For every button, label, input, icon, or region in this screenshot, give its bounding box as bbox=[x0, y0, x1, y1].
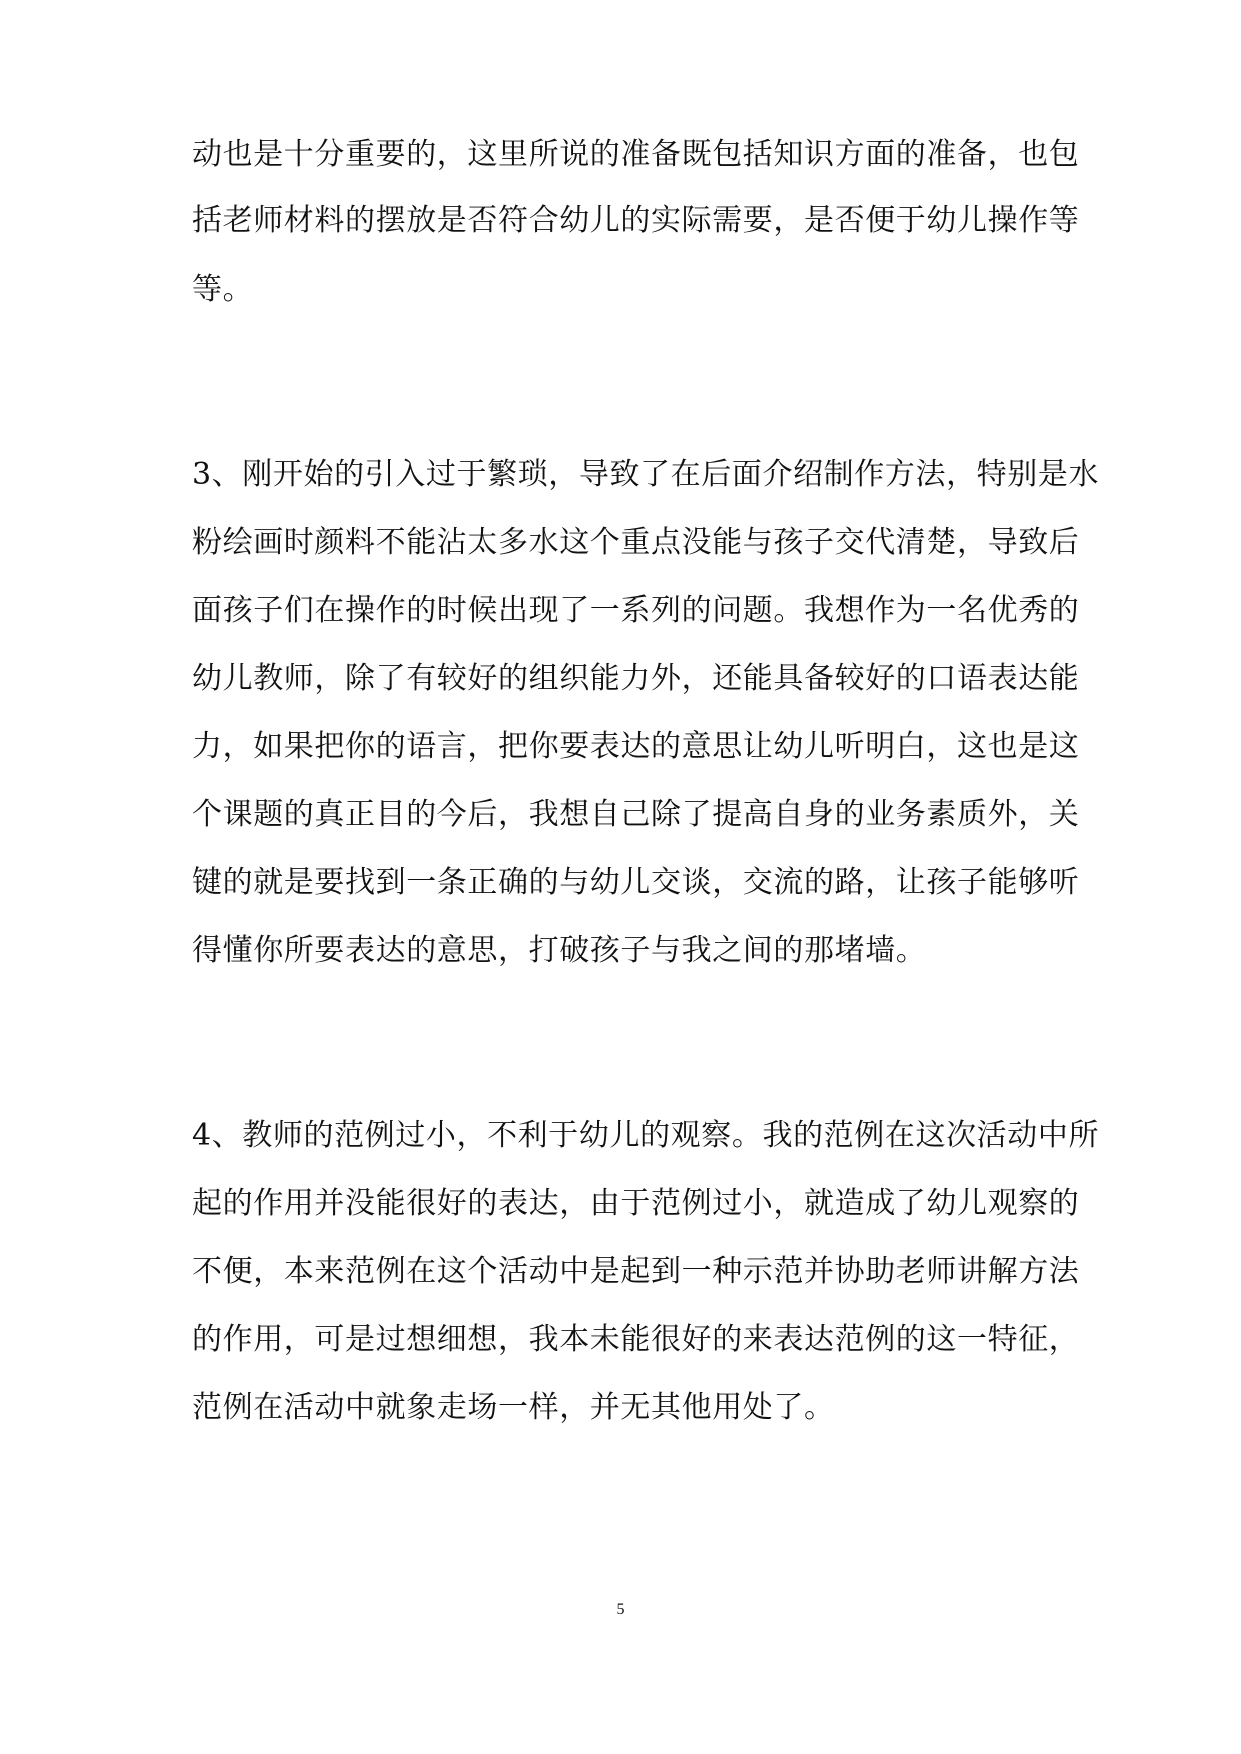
text-line: 等。 bbox=[192, 272, 254, 307]
text-line: 个课题的真正目的今后，我想自己除了提高自身的业务素质外，关 bbox=[192, 797, 1080, 832]
text-line: 力，如果把你的语言，把你要表达的意思让幼儿听明白，这也是这 bbox=[192, 729, 1080, 764]
text-line: 幼儿教师，除了有较好的组织能力外，还能具备较好的口语表达能 bbox=[192, 661, 1080, 696]
text-line: 不便，本来范例在这个活动中是起到一种示范并协助老师讲解方法 bbox=[192, 1254, 1080, 1289]
text-line: 动也是十分重要的，这里所说的准备既包括知识方面的准备，也包 bbox=[192, 137, 1080, 172]
text-line: 的作用，可是过想细想，我本未能很好的来表达范例的这一特征， bbox=[192, 1322, 1080, 1357]
text-line: 粉绘画时颜料不能沾太多水这个重点没能与孩子交代清楚，导致后 bbox=[192, 525, 1080, 560]
text-line: 4、教师的范例过小，不利于幼儿的观察。我的范例在这次活动中所 bbox=[192, 1118, 1100, 1153]
text-line: 得懂你所要表达的意思，打破孩子与我之间的那堵墙。 bbox=[192, 933, 927, 968]
text-line: 括老师材料的摆放是否符合幼儿的实际需要，是否便于幼儿操作等 bbox=[192, 203, 1080, 238]
text-line: 面孩子们在操作的时候出现了一系列的问题。我想作为一名优秀的 bbox=[192, 593, 1080, 628]
text-line: 3、刚开始的引入过于繁琐，导致了在后面介绍制作方法，特别是水 bbox=[192, 457, 1100, 492]
page-number: 5 bbox=[616, 1601, 625, 1618]
text-line: 起的作用并没能很好的表达，由于范例过小，就造成了幼儿观察的 bbox=[192, 1186, 1080, 1221]
text-line: 键的就是要找到一条正确的与幼儿交谈，交流的路，让孩子能够听 bbox=[192, 865, 1080, 900]
text-line: 范例在活动中就象走场一样，并无其他用处了。 bbox=[192, 1390, 835, 1425]
